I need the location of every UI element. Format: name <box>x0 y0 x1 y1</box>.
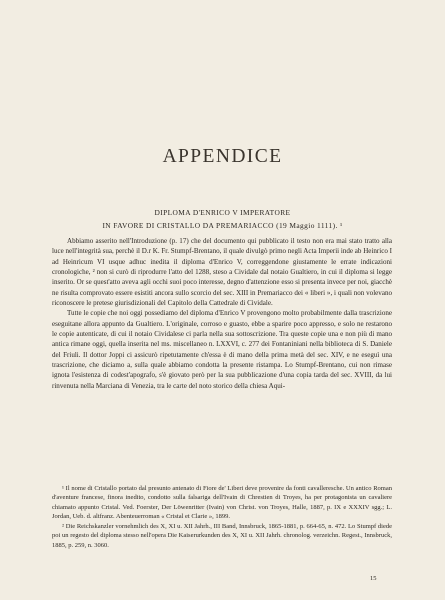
body-paragraph-2: Tutte le copie che noi oggi possediamo del diploma d'Enrico V provengono molto probabilmente dalla trascrizione eseguitane allora appunto da Gualtiero. L'originale, corroso e guasto, ebbe a sparire poco appresso, e solo ne restarono le copie autenticate, di cui il notaio Cividalese ci parla nella sua sottoscrizione. Tra queste copie una e non più di mano antica rimane oggi, quella inserita nel ms. miscellaneo n. LXXVI, c. 277 dei Fontaniniani nella biblioteca di S. Daniele del Friuli. Il dottor Joppi ci assicurò ripetutamente ch'essa è di mano della prima metà del sec. XIV, e ne eseguì una trascrizione, che diciamo a, sulla quale abbiamo condotta la presente ristampa. Lo Stumpf-Brentano, cui non rimase ignota l'esistenza di codest'apografo, s'è giovato però per la sua pubblicazione d'una copia tarda del sec. XVIII, da lui rinvenuta nella Marciana di Venezia, tra le carte del noto storico della chiesa Aqui- <box>52 309 392 390</box>
page-number: 15 <box>370 575 377 582</box>
subtitle-line-1: DIPLOMA D'ENRICO V IMPERATORE <box>154 208 291 217</box>
body-text <box>52 236 392 391</box>
footnote-1: ¹ Il nome di Cristallo portato dal presunto antenato di Fiore de' Liberi deve provenire da fonti cavalleresche. Un antico Roman d'aventure francese, finora inedito, condotto sulla falsariga dell'Ivain di Chrestien di Troyes, ha per protagonista un cavaliere chiamato appunto Cristal. Ved. Foerster, Der Löwenritter (Ivain) von Christ. von Troyes, Halle, 1887, p. IX e XXXIV sgg.; L. Jordan, Ueb. d. altfranz. Abenteuerroman « Cristal et Clarie », 1899. <box>52 485 392 521</box>
subtitle-line-2: IN FAVORE DI CRISTALLO DA PREMARIACCO (19 Maggio 1111). ¹ <box>102 221 343 230</box>
page-title: APPENDICE <box>162 146 283 167</box>
body-paragraph-1: Abbiamo asserito nell'Introduzione (p. 17) che del documento qui pubblicato il testo non era mai stato tratto alla luce nell'integrità sua, perchè il D.r K. Fr. Stumpf-Brentano, il quale divulgò primo negli Acta Imperii inde ab Heinrico I ad Heinricum VI usque adhuc inedita il diploma d'Enrico V, correggendone giustamente le errate indicazioni cronologiche, ² non si curò di riprodurre l'atto del 1288, steso a Cividale dal notaio Gualtiero, in cui il diploma si legge inserito. Or se quest'atto aveva agli occhi suoi poco interesse, degno d'attenzione esso si presenta invece per noi, giacchè ne risulta comprovato essere esistiti ancora sullo scorcio del sec. XIII in Premariacco dei « liberi », i quali non volevano riconoscere le pretese giurisdizionali del Capitolo della Cattedrale di Cividale. <box>52 237 392 308</box>
footnote-2: ² Die Reichskanzler vornehmlich des X, XI u. XII Jahrh., III Band, Innsbruck, 1865-1881, p. 664-65, n. 472. Lo Stumpf diede poi un regesto del diploma stesso nell'opera Die Kaiserurkunden des X, XI u. XII Jahrh. chronolog. verzeichn. Regest., Innsbruck, 1885, p. 259, n. 3060. <box>52 522 392 549</box>
footnotes <box>52 484 392 550</box>
